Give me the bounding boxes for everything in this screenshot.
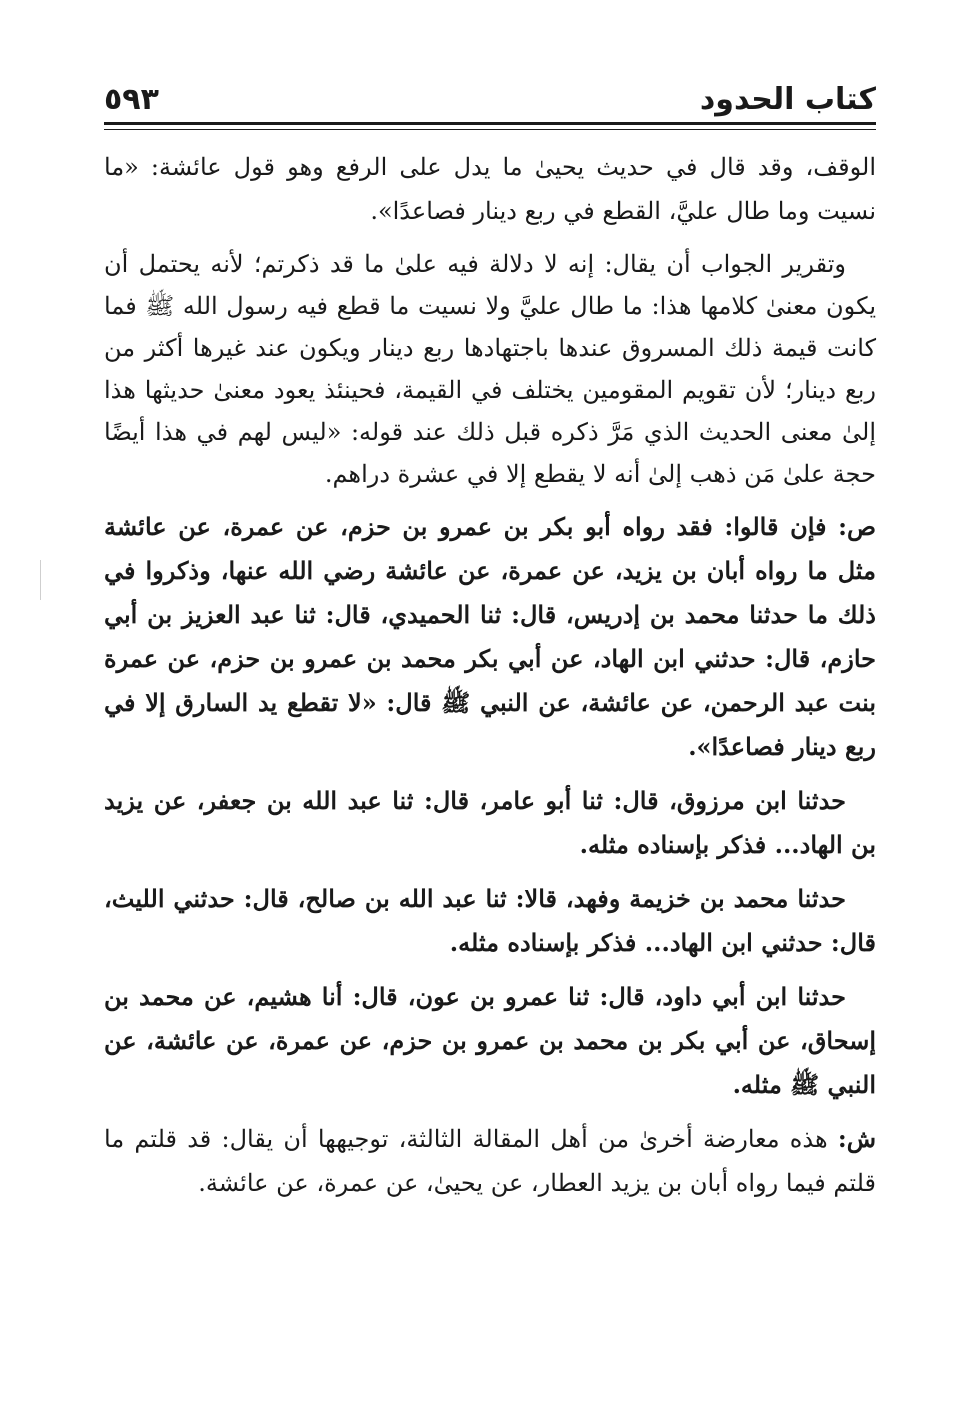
page-number: ٥٩٣ xyxy=(104,82,159,117)
paragraph-text: الوقف، وقد قال في حديث يحيىٰ ما يدل على الرفع وهو قول عائشة: «ما نسيت وما طال عليَّ، القطع في ربع دينار فصاعدًا». xyxy=(104,153,876,225)
paragraph-lead: ص: xyxy=(838,512,877,541)
paragraph-2 xyxy=(104,243,876,495)
paragraph-text: هذه معارضة أخرىٰ من أهل المقالة الثالثة، توجيهها أن يقال: قد قلتم ما قلتم فيما رواه أبان بن يزيد العطار، عن يحيىٰ، عن عمرة، عن عائشة. xyxy=(104,1125,876,1197)
page-header xyxy=(104,74,876,120)
scan-artifact-line xyxy=(40,560,41,600)
header-rule-thick xyxy=(104,122,876,125)
paragraph-text: فإن قالوا: فقد رواه أبو بكر بن عمرو بن حزم، عن عمرة، عن عائشة مثل ما رواه أبان بن يزيد، عن عمرة، عن عائشة رضي الله عنها، وذكروا في ذلك ما حدثنا محمد بن إدريس، قال: ثنا الحميدي، قال: ثنا عبد العزيز بن أبي حازم، قال: حدثني ابن الهاد، عن أبي بكر محمد بن عمرو بن حزم، عن عمرة بنت عبد الرحمن، عن عائشة، عن النبي ﷺ قال: «لا تقطع يد السارق إلا في ربع دينار فصاعدًا». xyxy=(104,512,876,761)
paragraph-1 xyxy=(104,145,876,233)
chapter-title: كتاب الحدود xyxy=(699,82,876,117)
paragraph-6 xyxy=(104,975,876,1107)
paragraph-lead: ش: xyxy=(837,1124,877,1153)
header-rule-thin xyxy=(104,129,876,130)
paragraph-text: حدثنا ابن مرزوق، قال: ثنا أبو عامر، قال: ثنا عبد الله بن جعفر، عن يزيد بن الهاد... فذكر بإسناده مثله. xyxy=(104,786,876,859)
paragraph-4 xyxy=(104,779,876,867)
paragraph-7 xyxy=(104,1117,876,1205)
paragraph-text: حدثنا ابن أبي داود، قال: ثنا عمرو بن عون، قال: أنا هشيم، عن محمد بن إسحاق، عن أبي بكر بن محمد بن عمرو بن حزم، عن عمرة، عن عائشة، عن النبي ﷺ مثله. xyxy=(104,982,876,1099)
paragraph-5 xyxy=(104,877,876,965)
paragraph-3 xyxy=(104,505,876,769)
paragraph-text: حدثنا محمد بن خزيمة وفهد، قالا: ثنا عبد الله بن صالح، قال: حدثني الليث، قال: حدثني ابن الهاد... فذكر بإسناده مثله. xyxy=(104,884,876,957)
body-text xyxy=(104,145,876,1215)
paragraph-text: وتقرير الجواب أن يقال: إنه لا دلالة فيه علىٰ ما قد ذكرتم؛ لأنه يحتمل أن يكون معنىٰ كلامها هذا: ما طال عليَّ ولا نسيت ما قطع فيه رسول الله ﷺ فما كانت قيمة ذلك المسروق عندها باجتهادها ربع دينار ويكون عند غيرها أكثر من ربع دينار؛ لأن تقويم المقومين يختلف في القيمة، فحينئذ يعود معنىٰ حديثها هذا إلىٰ معنى الحديث الذي مَرَّ ذكره قبل ذلك عند قوله: «ليس لهم في هذا أيضًا حجة علىٰ مَن ذهب إلىٰ أنه لا يقطع إلا في عشرة دراهم. xyxy=(104,250,876,488)
